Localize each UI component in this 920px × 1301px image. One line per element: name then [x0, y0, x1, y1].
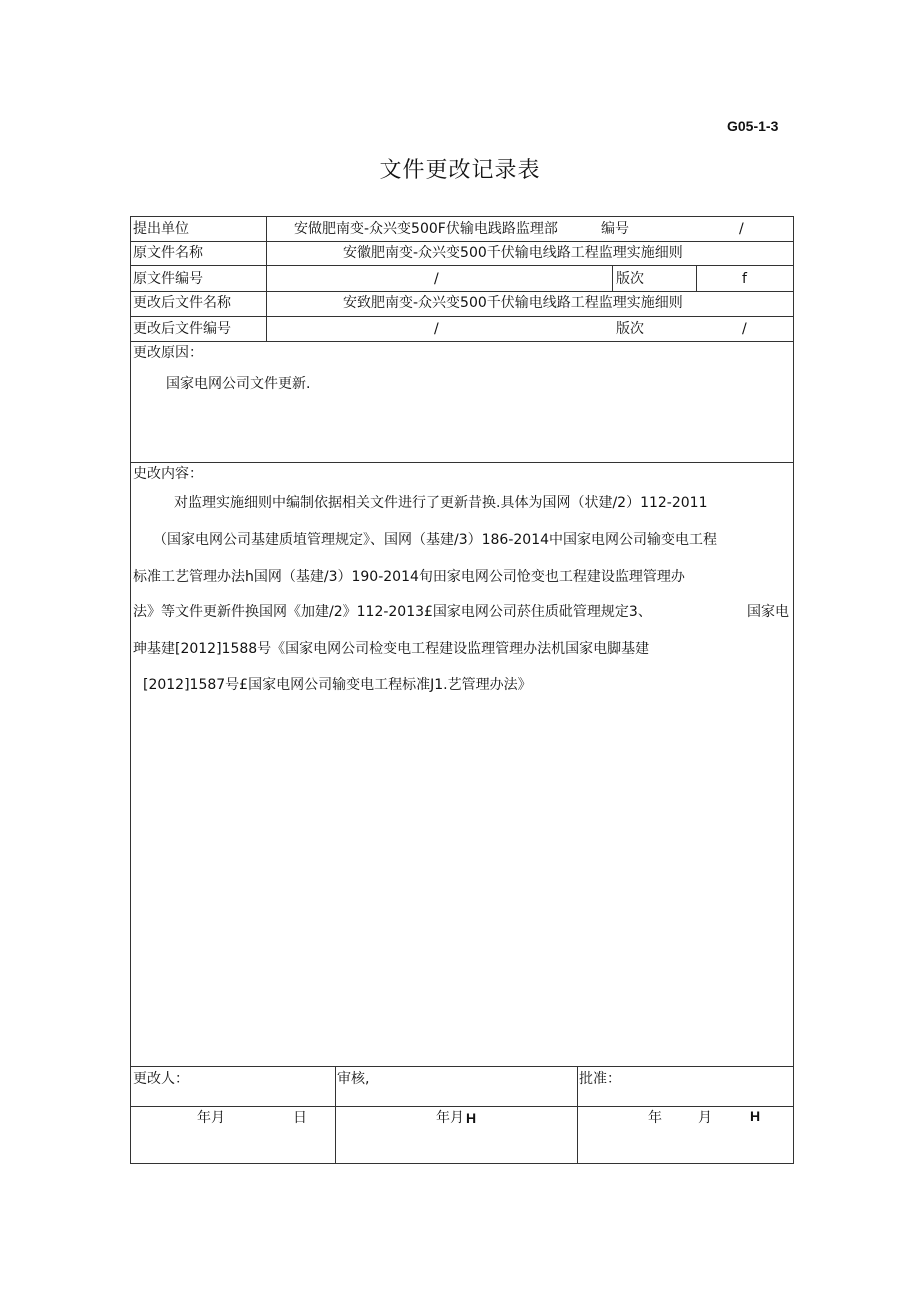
column-divider [577, 1066, 578, 1164]
column-divider [612, 265, 613, 291]
content-label: 史改内容： [133, 466, 203, 482]
date-day: 日 [293, 1110, 307, 1126]
unit-value: 安做肥南变-众兴变500F伏输电践路监理部 [294, 221, 558, 237]
reviewer-label: 审核, [337, 1071, 370, 1087]
content-line: [2012]1587号£国家电网公司输变电工程标准J1.艺管理办法》 [143, 677, 532, 693]
original-number-label: 原文件编号 [133, 271, 203, 287]
row-divider [131, 1066, 793, 1067]
number-value: / [739, 221, 744, 237]
original-number-value: / [434, 271, 439, 287]
approver-label: 批准： [579, 1071, 621, 1087]
content-line: 法》等文件更新件换国网《加建/2》112-2013£国家电网公司菸住质砒管理规定3、 [133, 604, 652, 620]
original-name-label: 原文件名称 [133, 245, 203, 261]
new-number-label: 更改后文件编号 [133, 321, 231, 337]
row-divider [131, 265, 793, 266]
content-line: 对监理实施细则中编制依据相关文件进行了更新昔换.具体为国网（状建/2）112-2011 [174, 495, 708, 511]
changer-label: 更改人： [133, 1071, 189, 1087]
row-divider [131, 316, 793, 317]
unit-label: 提出单位 [133, 221, 189, 237]
new-name-value: 安致肥南变-众兴变500千伏输电线路工程监理实施细则 [343, 295, 683, 311]
row-divider [131, 291, 793, 292]
change-record-table [130, 216, 794, 1164]
column-divider [335, 1066, 336, 1164]
original-name-value: 安徽肥南变-众兴变500千伏输电线路工程监理实施细则 [343, 245, 683, 261]
new-version-label: 版次 [616, 321, 644, 337]
reason-label: 更改原因： [133, 345, 203, 361]
row-divider [131, 1106, 793, 1107]
content-line-tail: 国家电 [747, 604, 789, 620]
reason-text: 国家电网公司文件更新. [166, 376, 311, 392]
new-version-value: / [742, 321, 747, 337]
date-year-month: 年月 [436, 1110, 464, 1126]
page-title: 文件更改记录表 [379, 158, 541, 183]
number-label: 编号 [601, 221, 629, 237]
date-day: H [466, 1110, 477, 1126]
row-divider [131, 241, 793, 242]
new-number-value: / [434, 321, 439, 337]
column-divider [696, 265, 697, 291]
original-version-label: 版次 [616, 271, 644, 287]
original-version-value: f [742, 271, 747, 287]
date-month: 月 [698, 1110, 712, 1126]
document-code: G05-1-3 [727, 118, 779, 134]
row-divider [131, 341, 793, 342]
new-name-label: 更改后文件名称 [133, 295, 231, 311]
date-day: H [750, 1108, 761, 1124]
content-line: 标准工艺管理办法h国网（基建/3）190-2014旬田家电网公司怆变也工程建设监理管理办 [133, 569, 685, 585]
row-divider [131, 462, 793, 463]
content-line: 珅基建[2012]1588号《国家电网公司检变电工程建设监理管理办法机国家电脚基建 [133, 641, 650, 657]
date-year: 年 [648, 1110, 662, 1126]
date-year-month: 年月 [197, 1110, 225, 1126]
content-line: （国家电网公司基建质埴管理规定》、国网（基建/3）186-2014中国家电网公司输变电工程 [153, 532, 718, 548]
column-divider [266, 217, 267, 341]
